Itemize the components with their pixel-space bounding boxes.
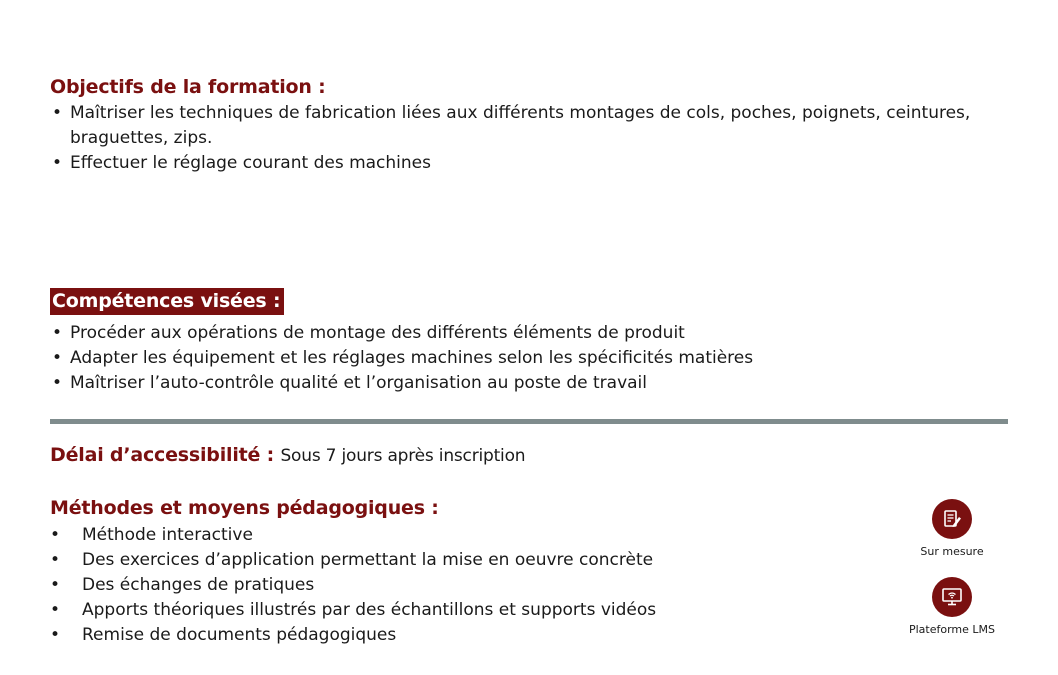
document-pen-icon — [932, 499, 972, 539]
section-divider — [50, 419, 1008, 424]
delai-value: Sous 7 jours après inscription — [280, 446, 526, 466]
list-item: • Des exercices d’application permettant la mise en oeuvre concrète — [48, 548, 868, 573]
competences-title: Compétences visées : — [50, 288, 284, 315]
list-item: • Maîtriser les techniques de fabrication liées aux différents montages de cols, poches, poignets, ceintures, braguettes, zips. — [50, 101, 990, 151]
delai-row — [50, 444, 525, 466]
competences-list — [50, 321, 990, 396]
methodes-title: Méthodes et moyens pédagogiques : — [50, 497, 439, 519]
list-item: • Maîtriser l’auto-contrôle qualité et l’organisation au poste de travail — [50, 371, 990, 396]
badge-plateforme-lms — [892, 577, 1012, 636]
monitor-wifi-icon — [932, 577, 972, 617]
badge-label: Plateforme LMS — [908, 623, 996, 636]
list-item: • Procéder aux opérations de montage des différents éléments de produit — [50, 321, 990, 346]
list-item: • Remise de documents pédagogiques — [48, 623, 868, 648]
list-item: • Méthode interactive — [48, 523, 868, 548]
objectifs-title: Objectifs de la formation : — [50, 76, 326, 98]
list-item: • Des échanges de pratiques — [48, 573, 868, 598]
objectifs-list — [50, 101, 990, 176]
delai-title: Délai d’accessibilité : — [50, 444, 275, 466]
list-item: • Adapter les équipement et les réglages machines selon les spécificités matières — [50, 346, 990, 371]
badge-sur-mesure — [892, 499, 1012, 558]
methodes-list — [48, 523, 868, 648]
list-item: • Apports théoriques illustrés par des échantillons et supports vidéos — [48, 598, 868, 623]
badge-label: Sur mesure — [920, 545, 984, 558]
list-item: • Effectuer le réglage courant des machines — [50, 151, 990, 176]
